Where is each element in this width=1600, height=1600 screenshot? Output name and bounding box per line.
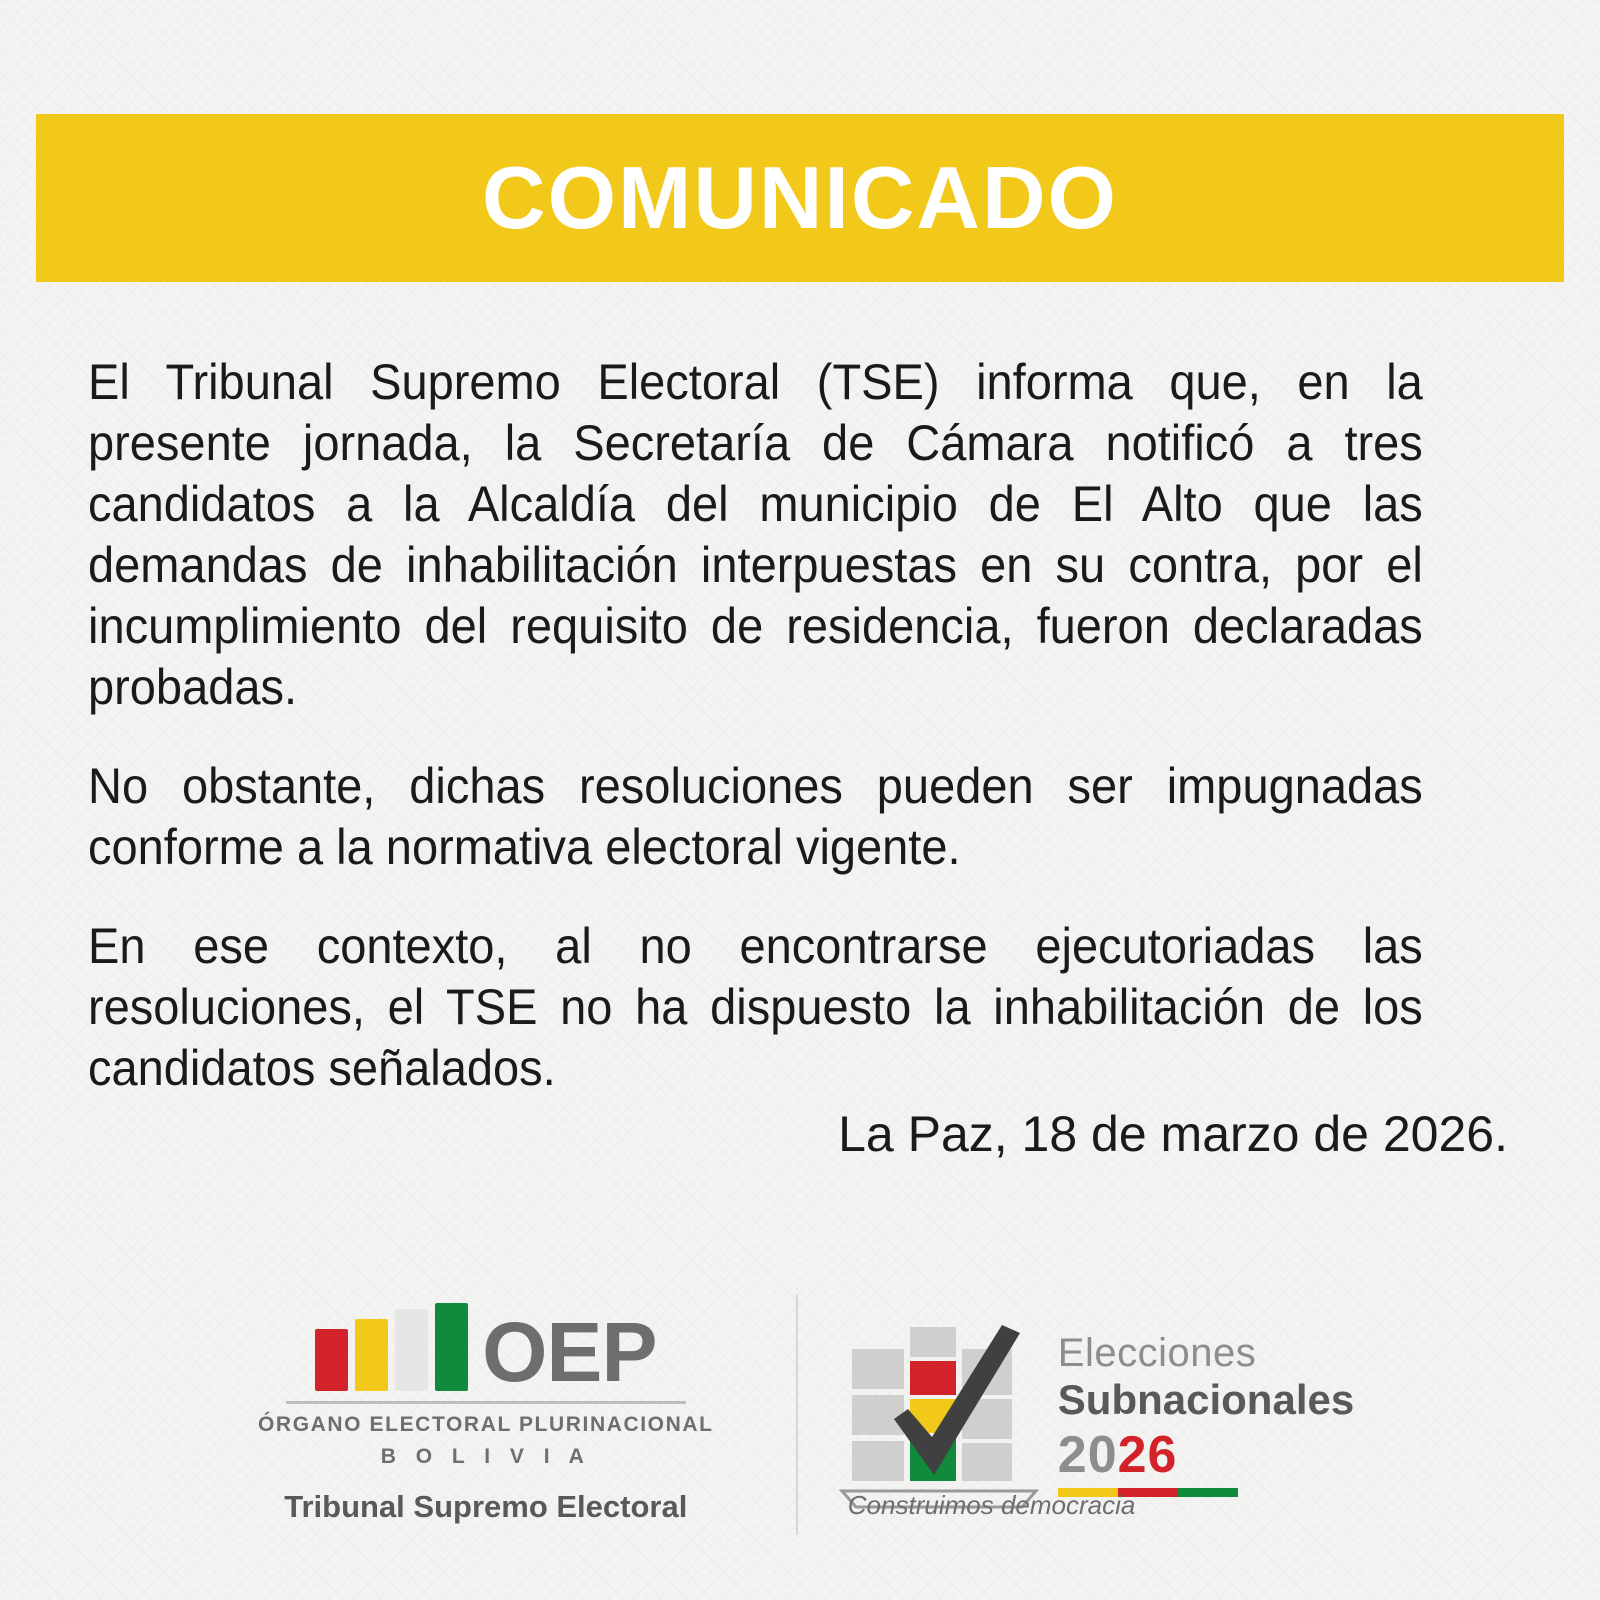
year-prefix: 20 xyxy=(1057,1426,1118,1484)
footer xyxy=(0,1270,1600,1560)
paragraph-1: El Tribunal Supremo Electoral (TSE) informa que, en la presente jornada, la Secretaría de Cámara notificó a tres candidatos a la Alcaldía del municipio de El Alto que las demandas de inhabilitación interpuestas en su contra, por el incumplimiento del requisito de residencia, fueron declaradas probadas. xyxy=(88,354,1423,715)
year-suffix: 26 xyxy=(1117,1426,1178,1484)
election-year xyxy=(1057,1426,1178,1484)
paragraph-2: No obstante, dichas resoluciones pueden ser impugnadas conforme a la normativa electoral vigente. xyxy=(88,758,1423,875)
oep-subtitle-organization: ÓRGANO ELECTORAL PLURINACIONAL xyxy=(258,1413,714,1436)
oep-bars-icon xyxy=(315,1305,468,1391)
oep-acronym: OEP xyxy=(482,1305,657,1400)
header-banner xyxy=(36,114,1564,282)
oep-subtitle-institution: Tribunal Supremo Electoral xyxy=(284,1489,688,1524)
elecciones-subnacionales-logo xyxy=(834,1315,1355,1520)
footer-divider xyxy=(796,1295,798,1535)
paragraph-3: En ese contexto, al no encontrarse ejecutoriadas las resoluciones, el TSE no ha dispuesto la inhabilitación de los candidatos señalados. xyxy=(88,918,1423,1096)
elecciones-label: Elecciones xyxy=(1057,1331,1257,1375)
elecciones-tagline: Construimos democracia xyxy=(847,1490,1136,1520)
oep-logo xyxy=(246,1305,760,1525)
page-title: COMUNICADO xyxy=(482,148,1118,247)
dateline: La Paz, 18 de marzo de 2026. xyxy=(838,1106,1508,1162)
body-text xyxy=(88,352,1508,1099)
subnacionales-label: Subnacionales xyxy=(1057,1376,1355,1423)
oep-subtitle-country: B O L I V I A xyxy=(380,1445,591,1468)
divider xyxy=(286,1401,686,1404)
